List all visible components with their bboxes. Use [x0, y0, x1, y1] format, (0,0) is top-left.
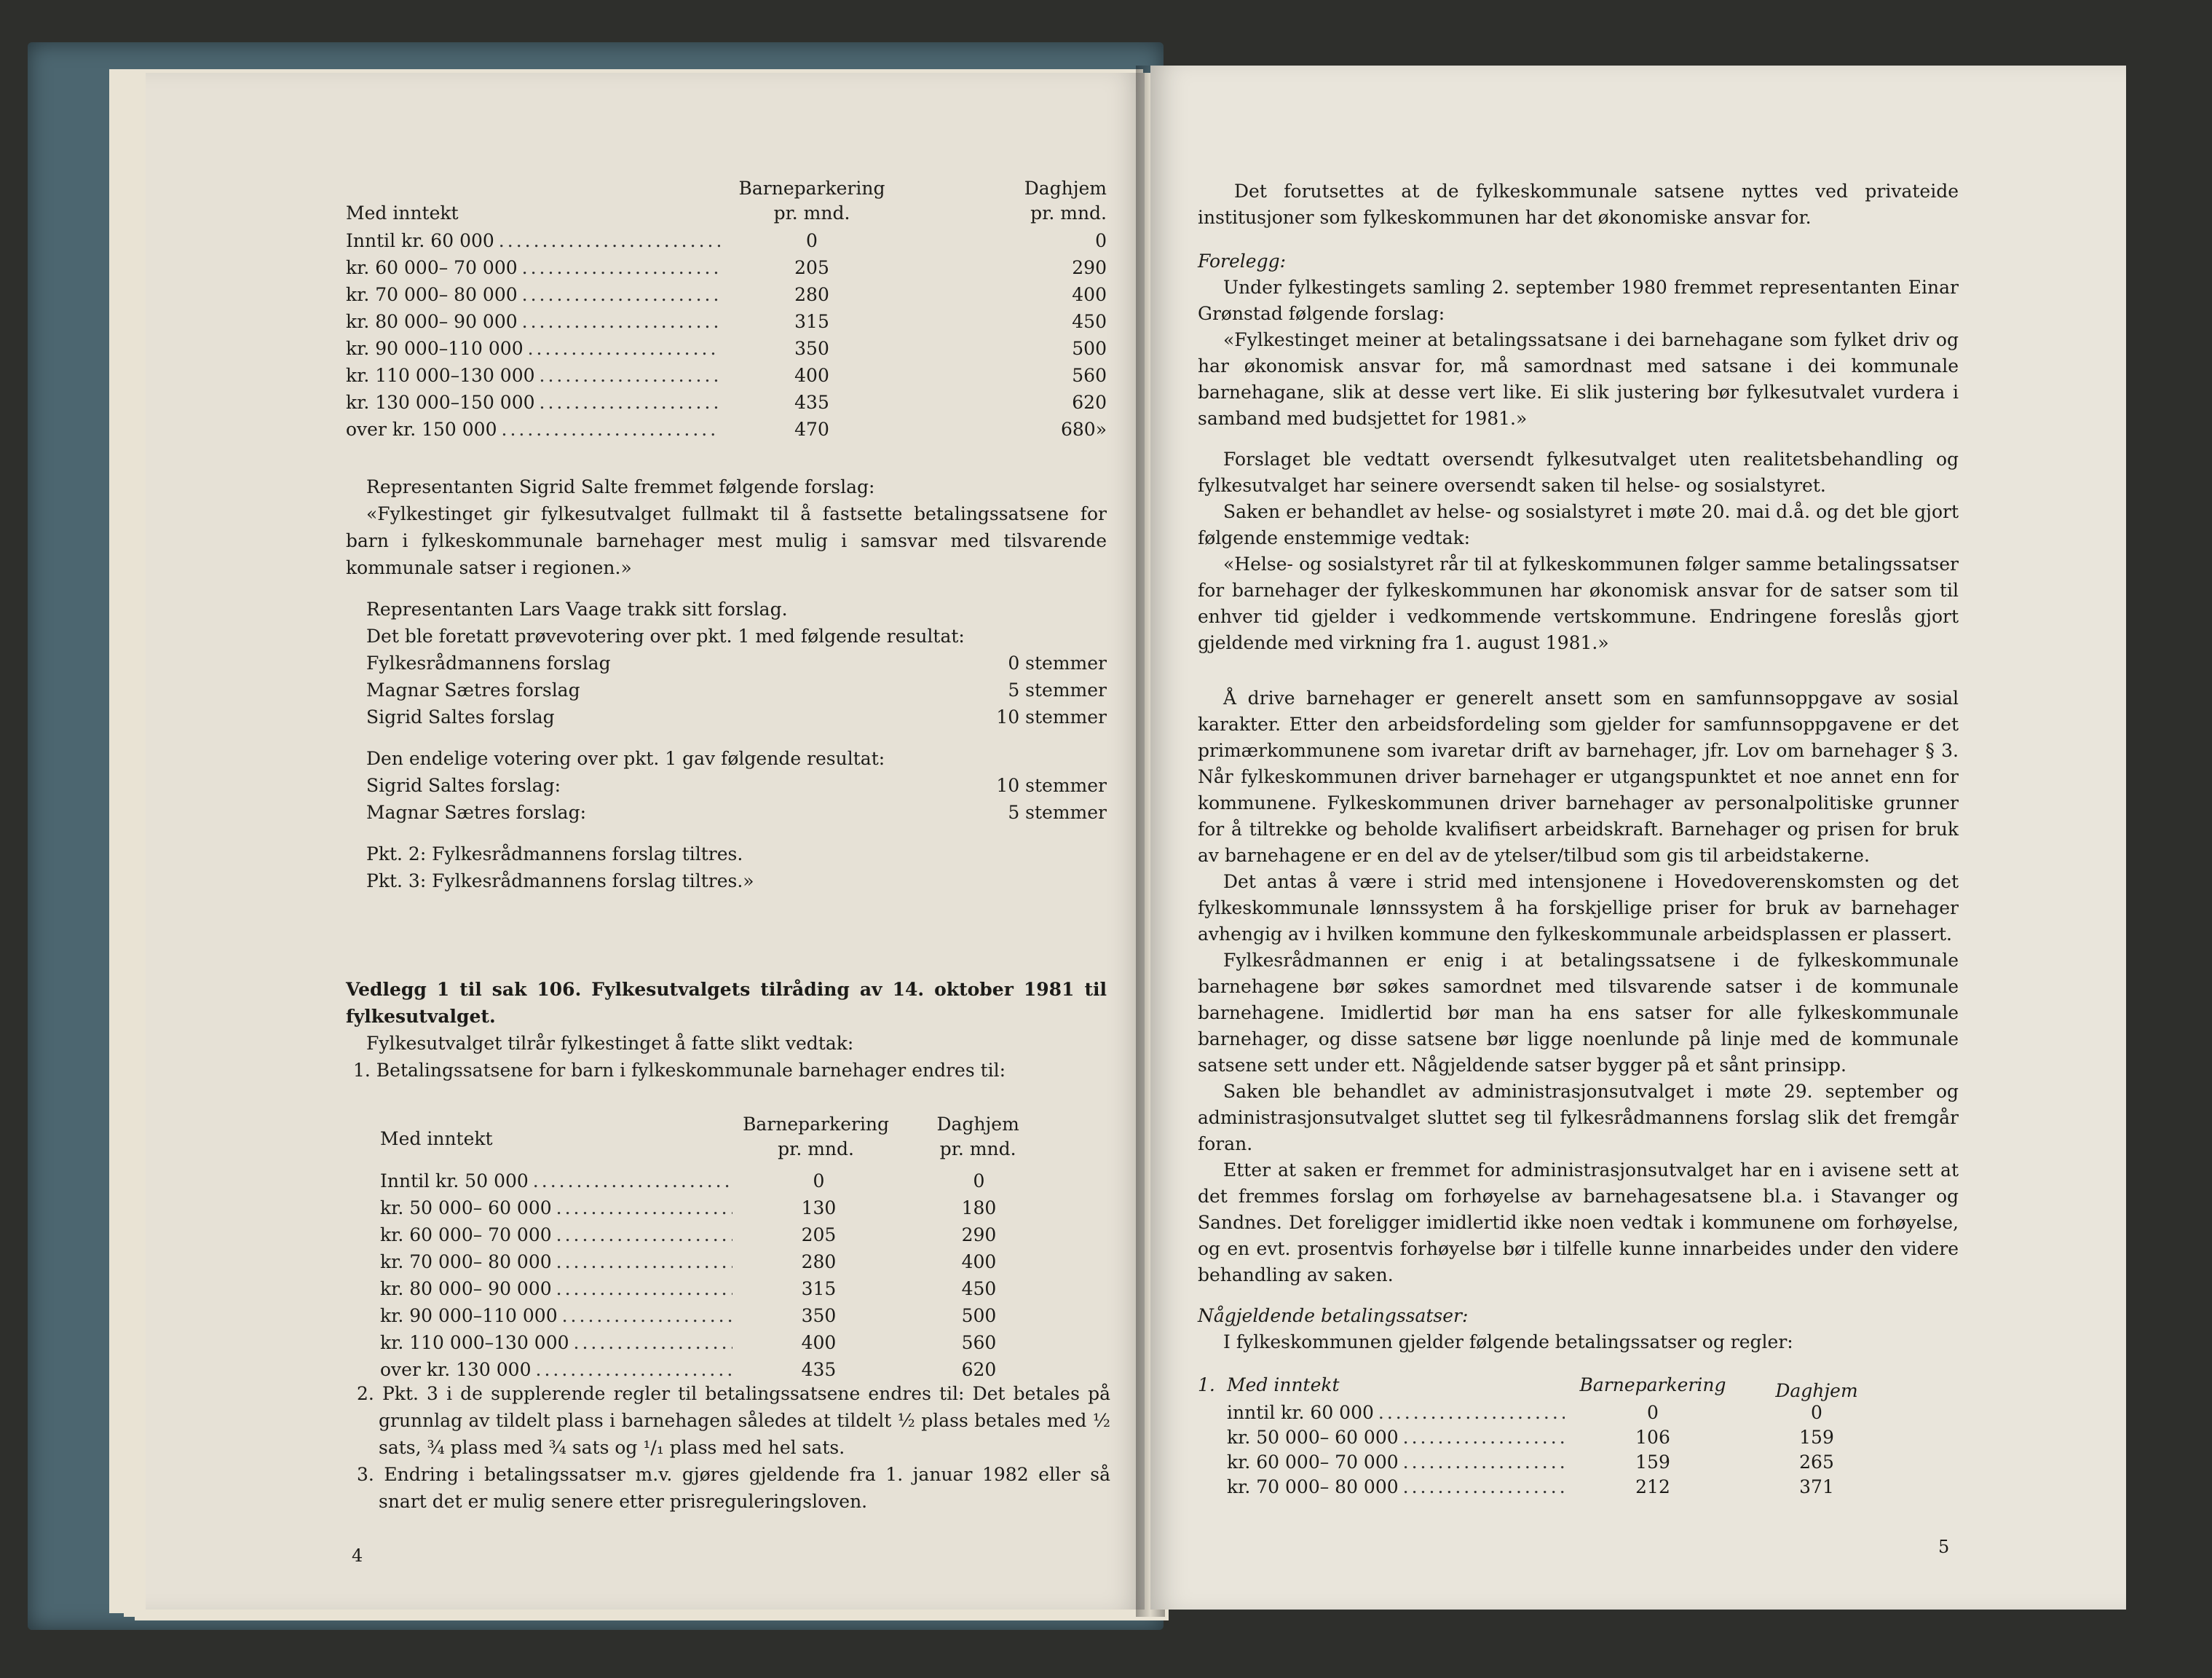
table-row	[380, 1356, 1057, 1383]
list-item: 2. Pkt. 3 i de supplerende regler til betalingssatsene endres til: Det betales på grunnlag av tildelt plass i barnehagen således at tildelt ½ plass betales med ½ sats, ¾ plass med ¾ sats og ¹/₁ plass med hel sats.	[357, 1383, 1110, 1458]
vote-row	[346, 650, 1107, 677]
cell-value: 400	[794, 365, 829, 386]
table1-rowlabel: Med inntekt	[346, 202, 459, 224]
cell-value: 159	[1799, 1427, 1834, 1448]
right-text-block	[1198, 178, 1959, 1355]
paragraph: Saken er behandlet av helse- og sosialstyret i møte 20. mai d.å. og det ble gjort følgende enstemmige vedtak:	[1198, 501, 1959, 548]
cell-value: 315	[794, 311, 829, 332]
row-label: kr. 90 000–110 000	[380, 1305, 558, 1326]
cell-value: 400	[801, 1332, 837, 1353]
paragraph: Fylkesutvalget tilrår fylkestinget å fatte slikt vedtak:	[366, 1033, 854, 1054]
table-row	[380, 1302, 1057, 1329]
leader-dots	[556, 1248, 732, 1275]
table-row	[346, 389, 1107, 416]
vote-row	[346, 772, 1107, 799]
table3-rowlabel: Med inntekt	[1227, 1374, 1340, 1395]
table-row	[346, 227, 1107, 254]
cell-value: 435	[794, 392, 829, 413]
section-label: Forelegg:	[1198, 251, 1286, 272]
table-row	[1227, 1473, 1897, 1498]
cell-value: 470	[794, 419, 829, 440]
paragraph: Under fylkestingets samling 2. september 1980 fremmet representanten Einar Grønstad følgende forslag:	[1198, 277, 1959, 324]
page-number: 5	[1938, 1537, 1950, 1557]
row-label: inntil kr. 60 000	[1227, 1402, 1374, 1423]
table-row	[380, 1275, 1057, 1302]
right-table	[1198, 1371, 1897, 1498]
row-label: kr. 70 000– 80 000	[380, 1251, 552, 1272]
paragraph: Det forutsettes at de fylkeskommunale satsene nyttes ved privateide institusjoner som fylkeskommunen har det økonomiske ansvar for.	[1198, 181, 1959, 228]
paragraph: Det antas å være i strid med intensjonene i Hovedoverenskomsten og det fylkeskommunale lønnssystem å ha forskjellige priser for bruk av barnehager avhengig av i hvilken kommune den fylkeskommunale arbeidsplassen er plassert.	[1198, 871, 1959, 945]
leader-dots	[556, 1194, 732, 1221]
row-label: kr. 60 000– 70 000	[380, 1224, 552, 1245]
leader-dots	[556, 1221, 732, 1248]
left-text-block-1	[346, 473, 1107, 894]
row-label: kr. 70 000– 80 000	[346, 284, 518, 305]
leader-dots	[540, 362, 720, 389]
row-label: over kr. 150 000	[346, 419, 497, 440]
row-label: Inntil kr. 60 000	[346, 230, 494, 251]
paragraph: Etter at saken er fremmet for administrasjonsutvalget har en i avisene sett at det fremmes forslag om forhøyelse av barnehagesatsene bl.a. i Stavanger og Sandnes. Det foreligger imidlertid ikke noen vedtak i kommunene om forhøyelse, og en evt. prosentvis forhøyelse bør i tilfelle kunne innarbeides under den videre behandling av saken.	[1198, 1159, 1959, 1285]
paragraph: Å drive barnehager er generelt ansett som en samfunnsoppgave av sosial karakter. Etter den arbeidsfordeling som gjelder for samfunnsoppgavene er det primærkommunene som ivaretar drift av barnehager, jfr. Lov om barnehager § 3. Når fylkeskommunen driver barnehager er utgangspunktet et noe annet enn for kommunene. Fylkeskommunen driver barnehager av personalpolitiske grunner for å tiltrekke og beholde kvalifisert arbeidskraft. Barnehager og prisen for bruk av barnehagene er en del av de ytelser/tilbud som gis til arbeidstakerne.	[1198, 688, 1959, 866]
leader-dots	[502, 416, 721, 443]
vote-label: Fylkesrådmannens forslag	[366, 653, 611, 674]
cell-value: 265	[1799, 1451, 1834, 1473]
cell-value: 560	[961, 1332, 997, 1353]
table3-col2-header: Daghjem	[1775, 1380, 1858, 1401]
paragraph: I fylkeskommunen gjelder følgende betalingssatser og regler:	[1223, 1331, 1793, 1352]
leader-dots	[536, 1356, 733, 1383]
cell-value: 0	[973, 1170, 985, 1191]
row-label: kr. 110 000–130 000	[380, 1332, 569, 1353]
leader-dots	[528, 335, 720, 362]
table3-number: 1.	[1198, 1374, 1215, 1395]
leader-dots	[533, 1167, 732, 1194]
cell-value: 450	[1072, 311, 1107, 332]
cell-value: 280	[801, 1251, 837, 1272]
row-label: kr. 60 000– 70 000	[346, 257, 518, 278]
cell-value: 400	[1072, 284, 1107, 305]
table-row	[346, 416, 1107, 443]
cell-value: 0	[813, 1170, 825, 1191]
paragraph: «Fylkestinget gir fylkesutvalget fullmakt til å fastsette betalingssatsene for barn i fylkeskommunale barnehager mest mulig i samsvar med tilsvarende kommunale satser i regionen.»	[346, 503, 1107, 578]
cell-value: 315	[801, 1278, 837, 1299]
table2-unit1: pr. mnd.	[778, 1138, 854, 1159]
leader-dots	[522, 308, 720, 335]
row-label: kr. 90 000–110 000	[346, 338, 524, 359]
table-row	[1227, 1449, 1897, 1473]
cell-value: 0	[806, 230, 818, 251]
table-row	[380, 1221, 1057, 1248]
table1-col1-header: Barneparkering	[738, 178, 885, 199]
table1-unit1: pr. mnd.	[773, 202, 850, 224]
leader-dots	[574, 1329, 732, 1356]
cell-value: 500	[1072, 338, 1107, 359]
table-row	[346, 281, 1107, 308]
cell-value: 159	[1635, 1451, 1670, 1473]
cell-value: 450	[961, 1278, 997, 1299]
leader-dots	[1378, 1399, 1565, 1424]
cell-value: 371	[1799, 1476, 1834, 1497]
cell-value: 290	[961, 1224, 997, 1245]
vote-count: 10 stemmer	[996, 706, 1107, 728]
leader-dots	[522, 254, 720, 281]
cell-value: 435	[801, 1359, 837, 1380]
cell-value: 280	[794, 284, 829, 305]
paragraph: Forslaget ble vedtatt oversendt fylkesutvalget uten realitetsbehandling og fylkesutvalget har seinere oversendt saken til helse- og sosialstyret.	[1198, 449, 1959, 496]
leader-dots	[562, 1302, 732, 1329]
vote-label: Magnar Sætres forslag:	[366, 802, 587, 823]
vote-count: 5 stemmer	[1008, 802, 1107, 823]
cell-value: 680»	[1060, 419, 1107, 440]
cell-value: 0	[1095, 230, 1107, 251]
leader-dots	[1403, 1473, 1565, 1498]
paragraph: Representanten Sigrid Salte fremmet følgende forslag:	[366, 476, 875, 497]
table1-unit2: pr. mnd.	[1030, 202, 1107, 224]
table-row	[346, 335, 1107, 362]
table-row	[380, 1194, 1057, 1221]
table2-col1-header: Barneparkering	[743, 1114, 890, 1135]
table-row	[380, 1329, 1057, 1356]
cell-value: 290	[1072, 257, 1107, 278]
vote-label: Magnar Sætres forslag	[366, 680, 580, 701]
table3-col1-header: Barneparkering	[1579, 1374, 1726, 1395]
row-label: kr. 60 000– 70 000	[1227, 1451, 1399, 1473]
paragraph: Saken ble behandlet av administrasjonsutvalget i møte 29. september og administrasjonsutvalget sluttet seg til fylkesrådmannens forslag slik det fremgår foran.	[1198, 1081, 1959, 1154]
table2-unit2: pr. mnd.	[939, 1138, 1016, 1159]
table2-rowlabel: Med inntekt	[380, 1128, 493, 1149]
paragraph: «Helse- og sosialstyret rår til at fylkeskommunen følger samme betalingssatser for barnehager der fylkeskommunen har økonomisk ansvar for de satser som til enhver tid gjelder i vedkommende vertskommune. Endringene foreslås gjort gjeldende med virkning fra 1. august 1981.»	[1198, 554, 1959, 653]
vote-count: 10 stemmer	[996, 775, 1107, 796]
cell-value: 205	[794, 257, 829, 278]
vote-row	[346, 677, 1107, 704]
list-item: 3. Endring i betalingssatser m.v. gjøres gjeldende fra 1. januar 1982 eller så snart det er mulig senere etter prisreguleringsloven.	[357, 1464, 1110, 1512]
left-text-block-3	[349, 1380, 1110, 1515]
vote-row	[346, 799, 1107, 826]
leader-dots	[1403, 1449, 1565, 1473]
cell-value: 106	[1635, 1427, 1670, 1448]
left-table-2	[380, 1111, 1057, 1383]
table-row	[1227, 1424, 1897, 1449]
cell-value: 400	[961, 1251, 997, 1272]
vote-row	[346, 704, 1107, 730]
vote-label: Sigrid Saltes forslag:	[366, 775, 561, 796]
paragraph: Fylkesrådmannen er enig i at betalingssatsene i de fylkeskommunale barnehagene bør søkes samordnet med tilsvarende satser i de kommunale barnehagene. Imidlertid bør man ha ens satser for alle fylkeskommunale barnehager, og disse satsene bør ligge noenlunde på linje med de kommunale satsene sett under ett. Någjeldende satser bygger på et sånt prinsipp.	[1198, 950, 1959, 1076]
cell-value: 0	[1647, 1402, 1659, 1423]
row-label: kr. 130 000–150 000	[346, 392, 535, 413]
row-label: Inntil kr. 50 000	[380, 1170, 529, 1191]
vote-count: 5 stemmer	[1008, 680, 1107, 701]
paragraph: «Fylkestinget meiner at betalingssatsane i dei barnehagane som fylket driv og har økonomisk ansvar for, må samordnast med satsane i dei kommunale barnehagane, slik at desse vert like. Ei slik justering bør fylkesutvalet vurdera i samband med budsjettet for 1981.»	[1198, 329, 1959, 429]
paragraph: Den endelige votering over pkt. 1 gav følgende resultat:	[366, 748, 885, 769]
row-label: kr. 50 000– 60 000	[380, 1197, 552, 1218]
table-row	[346, 362, 1107, 389]
paragraph: Pkt. 3: Fylkesrådmannens forslag tiltres.»	[366, 870, 754, 891]
cell-value: 180	[961, 1197, 997, 1218]
table-row	[346, 308, 1107, 335]
table1-col2-header: Daghjem	[1024, 178, 1107, 199]
table-row	[380, 1167, 1057, 1194]
paragraph: Representanten Lars Vaage trakk sitt forslag.	[366, 599, 788, 620]
leader-dots	[499, 227, 720, 254]
section-label: Någjeldende betalingssatser:	[1198, 1305, 1469, 1326]
cell-value: 130	[801, 1197, 837, 1218]
row-label: kr. 50 000– 60 000	[1227, 1427, 1399, 1448]
leader-dots	[1403, 1424, 1565, 1449]
row-label: kr. 110 000–130 000	[346, 365, 535, 386]
cell-value: 560	[1072, 365, 1107, 386]
table-row	[346, 254, 1107, 281]
table-row	[1227, 1399, 1897, 1424]
cell-value: 620	[961, 1359, 997, 1380]
page-number: 4	[352, 1545, 363, 1566]
leader-dots	[556, 1275, 732, 1302]
cell-value: 205	[801, 1224, 837, 1245]
row-label: kr. 80 000– 90 000	[346, 311, 518, 332]
vote-count: 0 stemmer	[1008, 653, 1107, 674]
left-table-1	[346, 175, 1107, 443]
row-label: kr. 80 000– 90 000	[380, 1278, 552, 1299]
cell-value: 500	[961, 1305, 997, 1326]
section-heading: Vedlegg 1 til sak 106. Fylkesutvalgets tilråding av 14. oktober 1981 til fylkesutvalget.	[346, 979, 1107, 1027]
leader-dots	[522, 281, 720, 308]
vote-label: Sigrid Saltes forslag	[366, 706, 555, 728]
row-label: kr. 70 000– 80 000	[1227, 1476, 1399, 1497]
paragraph: Det ble foretatt prøvevotering over pkt. 1 med følgende resultat:	[366, 626, 965, 647]
cell-value: 350	[794, 338, 829, 359]
cell-value: 0	[1811, 1402, 1822, 1423]
leader-dots	[540, 389, 720, 416]
row-label: over kr. 130 000	[380, 1359, 532, 1380]
table2-col2-header: Daghjem	[936, 1114, 1019, 1135]
cell-value: 350	[801, 1305, 837, 1326]
paragraph: Pkt. 2: Fylkesrådmannens forslag tiltres.	[366, 843, 743, 864]
left-text-block-2	[346, 976, 1107, 1084]
table-row	[380, 1248, 1057, 1275]
cell-value: 620	[1072, 392, 1107, 413]
list-item: 1. Betalingssatsene for barn i fylkeskommunale barnehager endres til:	[353, 1060, 1006, 1081]
cell-value: 212	[1635, 1476, 1670, 1497]
